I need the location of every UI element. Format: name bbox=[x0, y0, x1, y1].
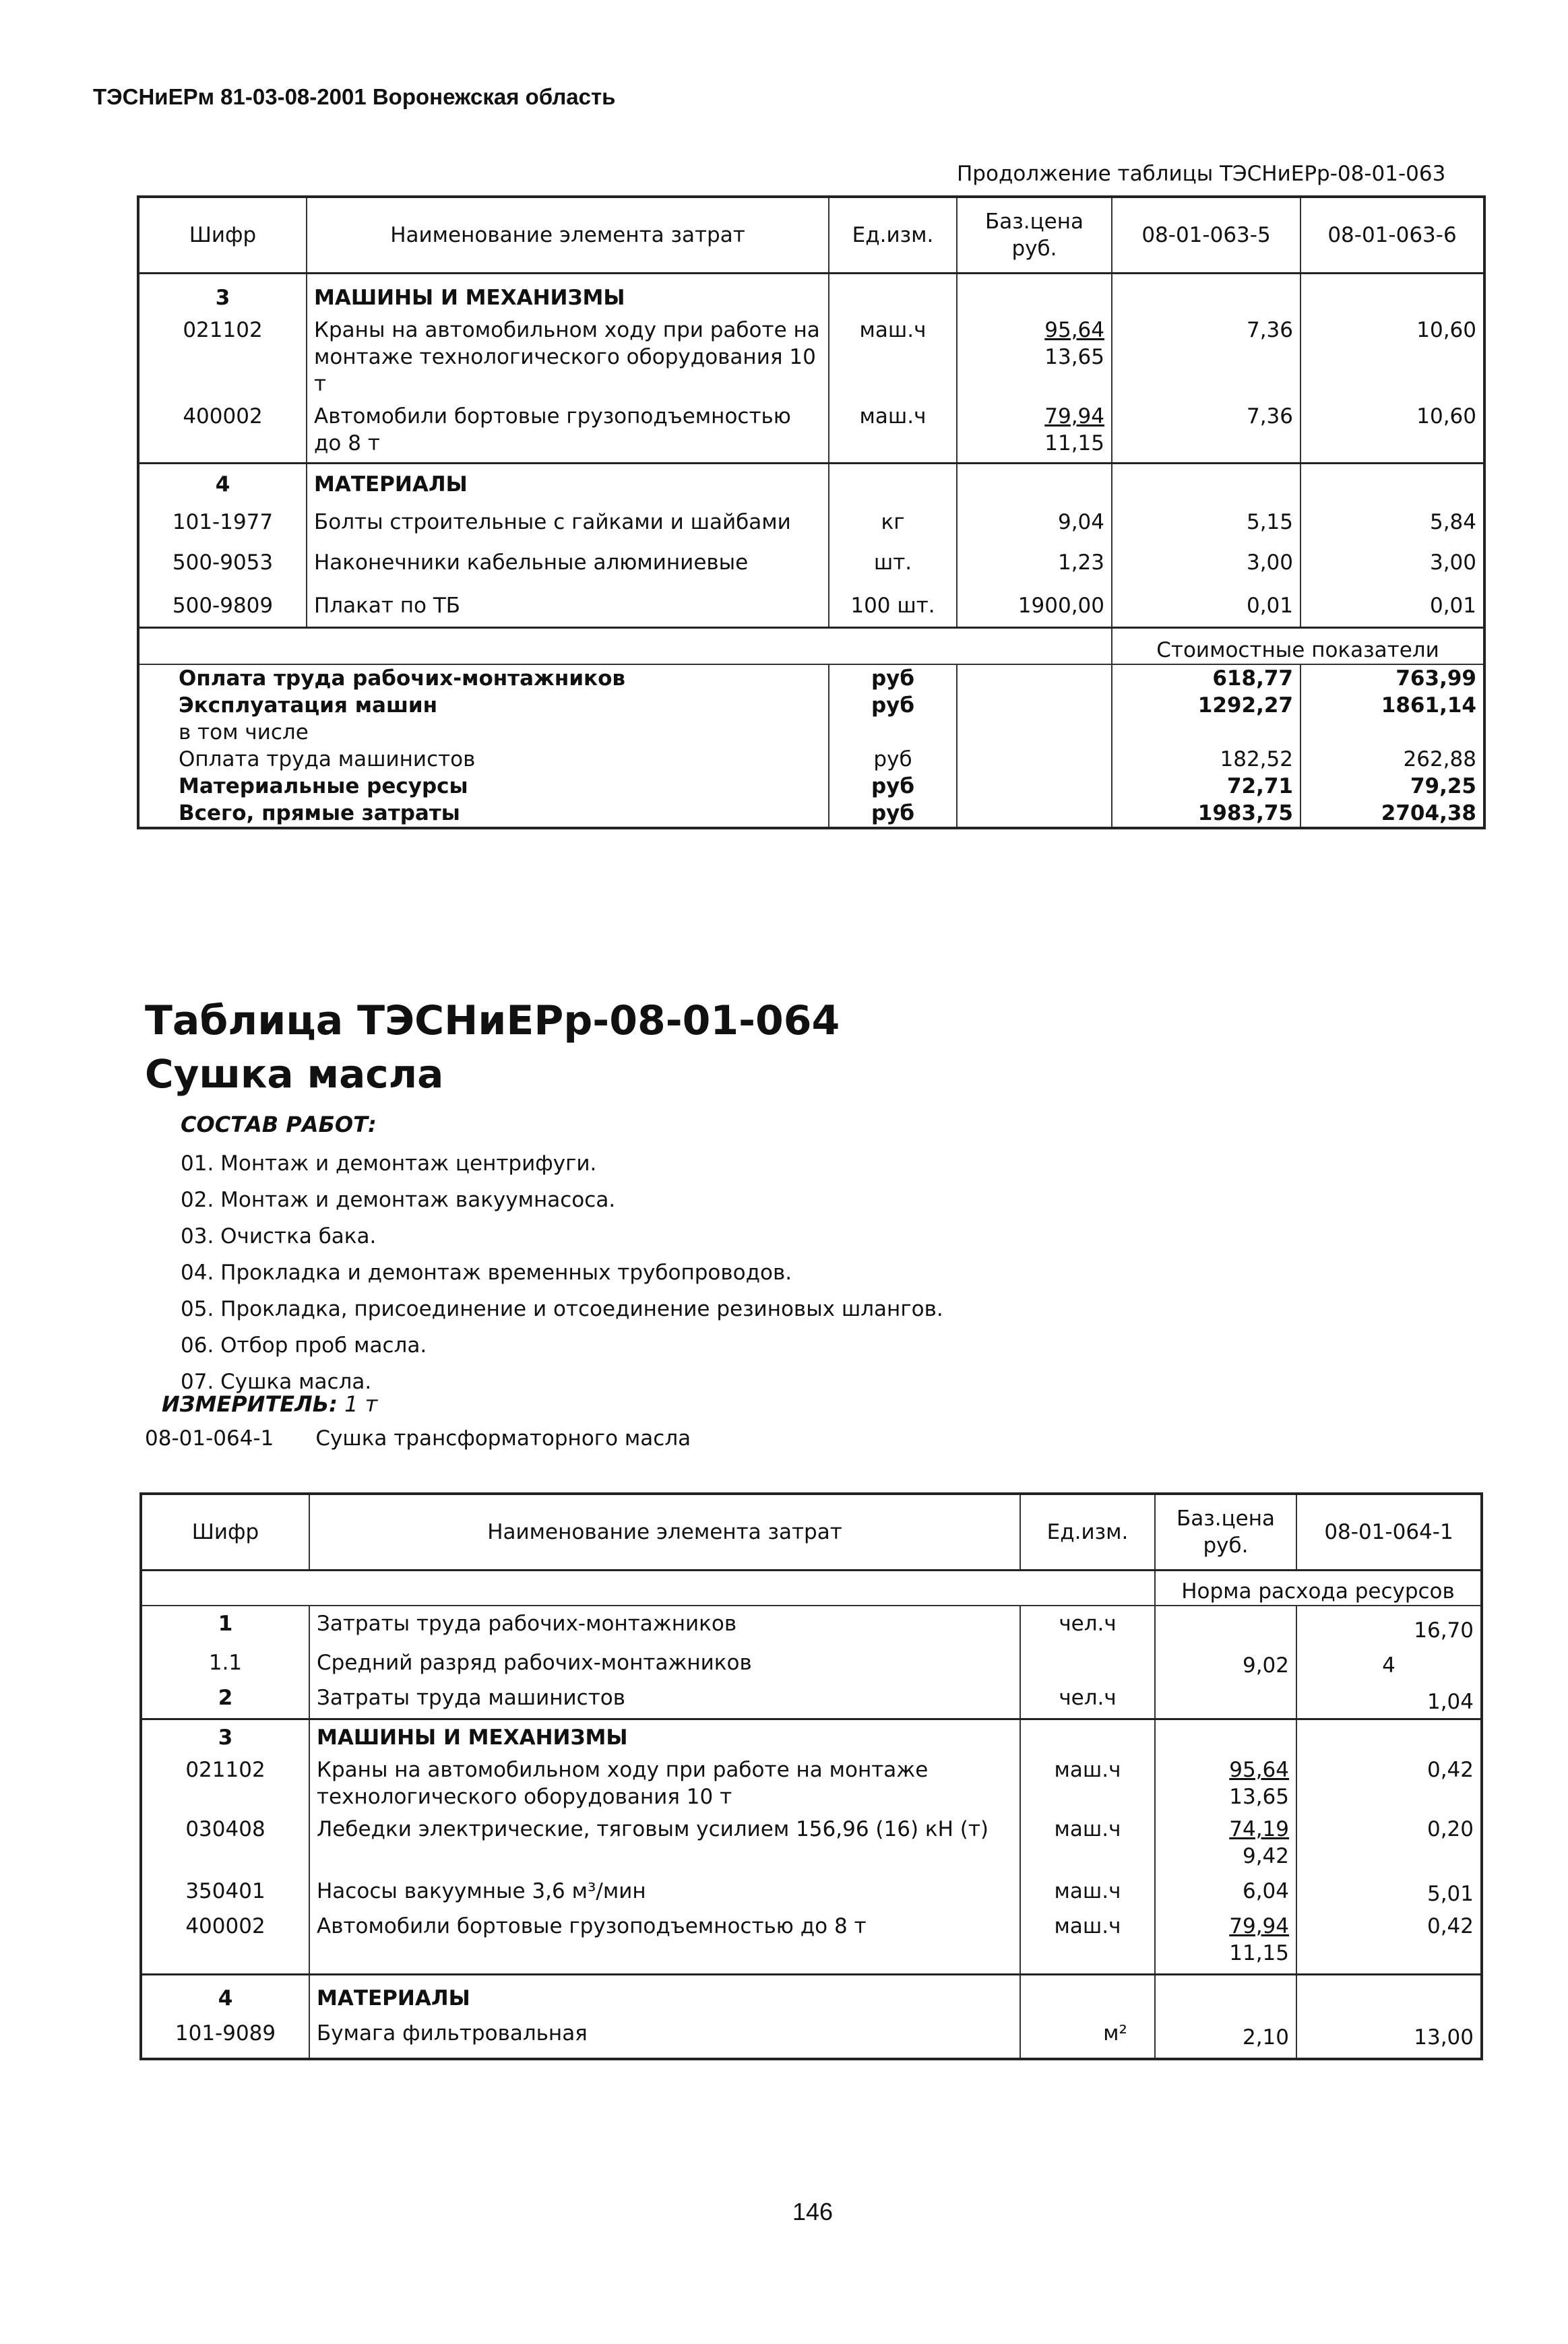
table-title: Таблица ТЭСНиЕРр-08-01-064 bbox=[145, 997, 840, 1044]
cell-code: 1.1 bbox=[208, 1651, 243, 1675]
table-row bbox=[141, 1810, 1482, 1870]
cell-unit: кг bbox=[829, 498, 957, 541]
cell-code: 400002 bbox=[183, 404, 263, 429]
cell-unit: 100 шт. bbox=[829, 584, 957, 627]
col-header-norm-5: 08-01-063-5 bbox=[1112, 197, 1300, 274]
cost-name: Оплата труда машинистов bbox=[179, 747, 476, 771]
cell-price: 2,10 bbox=[1155, 2012, 1296, 2059]
cell-value: 5,01 bbox=[1296, 1870, 1482, 1907]
table-row bbox=[141, 1644, 1482, 1679]
cell-price: 79,94 bbox=[1044, 404, 1104, 429]
works-list bbox=[181, 1145, 943, 1400]
cost-indicators-row bbox=[138, 627, 1484, 664]
list-item: 03. Очистка бака. bbox=[181, 1224, 377, 1248]
cost-unit bbox=[829, 719, 957, 746]
cell-price: 79,94 bbox=[1229, 1914, 1289, 1938]
cell-unit: м² bbox=[1020, 2012, 1155, 2059]
section-title: МАШИНЫ И МЕХАНИЗМЫ bbox=[309, 1719, 1020, 1752]
cost-name: Эксплуатация машин bbox=[179, 693, 438, 718]
cell-price bbox=[1155, 1606, 1296, 1644]
section-row bbox=[141, 1719, 1482, 1752]
col-header-unit: Ед.изм. bbox=[829, 197, 957, 274]
cell-price: 95,64 bbox=[1229, 1758, 1289, 1782]
cell-name: Плакат по ТБ bbox=[307, 584, 829, 627]
list-item: 06. Отбор проб масла. bbox=[181, 1333, 427, 1358]
cell-name: Наконечники кабельные алюминиевые bbox=[307, 541, 829, 584]
cell-code: 500-9053 bbox=[172, 550, 274, 575]
cell-unit: маш.ч bbox=[1020, 1751, 1155, 1810]
cell-price-labor: 9,42 bbox=[1242, 1844, 1289, 1868]
section-number: 3 bbox=[215, 286, 230, 310]
section-row bbox=[138, 274, 1484, 312]
col-header-norm: 08-01-064-1 bbox=[1296, 1494, 1482, 1571]
table-row bbox=[141, 1870, 1482, 1907]
cost-unit: руб bbox=[829, 746, 957, 773]
section-title: МАТЕРИАЛЫ bbox=[307, 464, 829, 499]
cell-code: 1 bbox=[218, 1612, 233, 1636]
norm-name: Сушка трансформаторного масла bbox=[315, 1426, 691, 1451]
cost-value: 1983,75 bbox=[1112, 800, 1300, 828]
cost-unit: руб bbox=[829, 664, 957, 692]
cell-price: 95,64 bbox=[1044, 318, 1104, 342]
cell-price: 9,04 bbox=[957, 498, 1112, 541]
cell-value: 5,15 bbox=[1112, 498, 1300, 541]
table-row bbox=[138, 498, 1484, 541]
cell-name: Затраты труда машинистов bbox=[309, 1679, 1020, 1719]
cell-price-labor: 13,65 bbox=[1044, 345, 1104, 369]
table-row bbox=[138, 584, 1484, 627]
section-number: 4 bbox=[141, 1975, 309, 2013]
cost-value: 182,52 bbox=[1112, 746, 1300, 773]
cell-unit: маш.ч bbox=[1020, 1810, 1155, 1870]
cost-unit: руб bbox=[829, 800, 957, 828]
section-number: 3 bbox=[141, 1719, 309, 1752]
cell-value: 13,00 bbox=[1296, 2012, 1482, 2059]
cost-value: 72,71 bbox=[1112, 773, 1300, 800]
cell-code: 500-9809 bbox=[172, 594, 274, 618]
cell-value: 7,36 bbox=[1112, 398, 1300, 464]
col-header-name: Наименование элемента затрат bbox=[309, 1494, 1020, 1571]
cost-name: в том числе bbox=[179, 720, 309, 745]
cell-name: Насосы вакуумные 3,6 м³/мин bbox=[309, 1870, 1020, 1907]
section-title: МАТЕРИАЛЫ bbox=[309, 1975, 1020, 2013]
cell-value: 3,00 bbox=[1112, 541, 1300, 584]
cost-row bbox=[138, 773, 1484, 800]
cost-unit: руб bbox=[829, 773, 957, 800]
table-row bbox=[138, 398, 1484, 464]
cell-value: 0,20 bbox=[1296, 1810, 1482, 1870]
cell-unit: маш.ч bbox=[829, 311, 957, 398]
section-number: 4 bbox=[138, 464, 307, 499]
list-item: 02. Монтаж и демонтаж вакуумнасоса. bbox=[181, 1188, 616, 1212]
cell-value: 10,60 bbox=[1300, 311, 1484, 398]
cost-name: Материальные ресурсы bbox=[179, 773, 468, 798]
col-header-code: Шифр bbox=[141, 1494, 309, 1571]
table-row bbox=[141, 1606, 1482, 1644]
cell-value: 0,42 bbox=[1296, 1751, 1482, 1810]
cost-row bbox=[138, 746, 1484, 773]
list-item: 07. Сушка масла. bbox=[181, 1370, 372, 1394]
norma-row bbox=[141, 1571, 1482, 1606]
cost-name: Всего, прямые затраты bbox=[179, 800, 460, 825]
cell-name: Автомобили бортовые грузоподъемностью до 8 т bbox=[307, 398, 829, 464]
cell-value: 0,42 bbox=[1296, 1907, 1482, 1975]
cell-unit bbox=[1020, 1644, 1155, 1679]
cost-value: 763,99 bbox=[1300, 664, 1484, 692]
cost-value: 1861,14 bbox=[1300, 692, 1484, 719]
cell-value: 0,01 bbox=[1112, 584, 1300, 627]
table-08-01-063-continuation bbox=[137, 195, 1486, 829]
list-item: 01. Монтаж и демонтаж центрифуги. bbox=[181, 1151, 597, 1176]
page-number: 146 bbox=[792, 2198, 834, 2225]
running-header: ТЭСНиЕРм 81-03-08-2001 Воронежская область bbox=[93, 84, 616, 109]
table-row bbox=[141, 1751, 1482, 1810]
cell-code: 030408 bbox=[185, 1817, 265, 1841]
norm-code: 08-01-064-1 bbox=[145, 1426, 274, 1451]
cost-value: 1292,27 bbox=[1112, 692, 1300, 719]
cell-unit: чел.ч bbox=[1020, 1679, 1155, 1719]
cell-name: Средний разряд рабочих-монтажников bbox=[309, 1644, 1020, 1679]
list-item: 04. Прокладка и демонтаж временных трубопроводов. bbox=[181, 1261, 792, 1285]
table-08-01-064 bbox=[139, 1492, 1483, 2060]
cost-value bbox=[1112, 719, 1300, 746]
cell-value: 0,01 bbox=[1300, 584, 1484, 627]
section-title: МАШИНЫ И МЕХАНИЗМЫ bbox=[307, 274, 829, 312]
table-row bbox=[138, 541, 1484, 584]
cell-unit: маш.ч bbox=[1020, 1907, 1155, 1975]
cell-price: 9,02 bbox=[1155, 1644, 1296, 1679]
col-header-code: Шифр bbox=[138, 197, 307, 274]
table-header-row bbox=[138, 197, 1484, 274]
cell-name: Автомобили бортовые грузоподъемностью до 8 т bbox=[309, 1907, 1020, 1975]
cost-value: 262,88 bbox=[1300, 746, 1484, 773]
cell-unit: маш.ч bbox=[829, 398, 957, 464]
cell-name: Краны на автомобильном ходу при работе на монтаже технологического оборудования 10 т bbox=[307, 311, 829, 398]
col-header-price: Баз.цена руб. bbox=[1155, 1494, 1296, 1571]
col-header-unit: Ед.изм. bbox=[1020, 1494, 1155, 1571]
cost-value bbox=[1300, 719, 1484, 746]
cell-name: Бумага фильтровальная bbox=[309, 2012, 1020, 2059]
table-header-row bbox=[141, 1494, 1482, 1571]
cell-price-labor: 11,15 bbox=[1044, 431, 1104, 455]
cell-value: 3,00 bbox=[1300, 541, 1484, 584]
cell-name: Затраты труда рабочих-монтажников bbox=[309, 1606, 1020, 1644]
measure-value: 1 т bbox=[344, 1391, 378, 1417]
cell-price-labor: 13,65 bbox=[1229, 1785, 1289, 1809]
works-heading: СОСТАВ РАБОТ: bbox=[181, 1112, 377, 1137]
cell-value: 16,70 bbox=[1296, 1606, 1482, 1644]
measure-line bbox=[162, 1391, 377, 1417]
table-row bbox=[138, 311, 1484, 398]
cell-price: 1900,00 bbox=[957, 584, 1112, 627]
cell-price: 74,19 bbox=[1229, 1817, 1289, 1841]
cost-unit: руб bbox=[829, 692, 957, 719]
col-header-name: Наименование элемента затрат bbox=[307, 197, 829, 274]
cell-price bbox=[1155, 1679, 1296, 1719]
norma-label: Норма расхода ресурсов bbox=[1155, 1571, 1482, 1606]
cell-value: 5,84 bbox=[1300, 498, 1484, 541]
col-header-price: Баз.цена руб. bbox=[957, 197, 1112, 274]
cell-value: 10,60 bbox=[1300, 398, 1484, 464]
list-item: 05. Прокладка, присоединение и отсоединение резиновых шлангов. bbox=[181, 1297, 943, 1321]
cell-unit: шт. bbox=[829, 541, 957, 584]
cell-unit: чел.ч bbox=[1020, 1606, 1155, 1644]
cell-code: 2 bbox=[218, 1686, 233, 1710]
cost-row bbox=[138, 664, 1484, 692]
cell-code: 101-9089 bbox=[175, 2021, 276, 2046]
table-row bbox=[141, 2012, 1482, 2059]
section-row bbox=[138, 464, 1484, 499]
cell-price: 1,23 bbox=[957, 541, 1112, 584]
cost-indicators-label: Стоимостные показатели bbox=[1112, 627, 1484, 664]
col-header-norm-6: 08-01-063-6 bbox=[1300, 197, 1484, 274]
cost-value: 618,77 bbox=[1112, 664, 1300, 692]
cost-name: Оплата труда рабочих-монтажников bbox=[179, 666, 625, 691]
cell-price: 6,04 bbox=[1242, 1879, 1289, 1903]
cell-value: 4 bbox=[1296, 1644, 1482, 1679]
cost-row bbox=[138, 719, 1484, 746]
cell-code: 350401 bbox=[185, 1879, 265, 1903]
cost-value: 2704,38 bbox=[1300, 800, 1484, 828]
table-row bbox=[141, 1679, 1482, 1719]
table-subtitle: Сушка масла bbox=[145, 1051, 444, 1097]
cell-code: 400002 bbox=[185, 1914, 265, 1938]
cost-value: 79,25 bbox=[1300, 773, 1484, 800]
norm-code-line bbox=[145, 1426, 691, 1451]
cell-name: Краны на автомобильном ходу при работе на монтаже технологического оборудования 10 т bbox=[309, 1751, 1020, 1810]
cell-price-labor: 11,15 bbox=[1229, 1941, 1289, 1965]
cost-row bbox=[138, 692, 1484, 719]
cell-name: Лебедки электрические, тяговым усилием 156,96 (16) кН (т) bbox=[309, 1810, 1020, 1870]
cell-code: 101-1977 bbox=[172, 510, 274, 534]
section-row bbox=[141, 1975, 1482, 2013]
cell-value: 7,36 bbox=[1112, 311, 1300, 398]
cell-name: Болты строительные с гайками и шайбами bbox=[307, 498, 829, 541]
cell-unit: маш.ч bbox=[1020, 1870, 1155, 1907]
table-row bbox=[141, 1907, 1482, 1975]
cell-value: 1,04 bbox=[1296, 1679, 1482, 1719]
cost-row bbox=[138, 800, 1484, 828]
table-continuation-label: Продолжение таблицы ТЭСНиЕРр-08-01-063 bbox=[957, 162, 1446, 186]
cell-code: 021102 bbox=[183, 318, 263, 342]
measure-label: ИЗМЕРИТЕЛЬ: bbox=[162, 1391, 338, 1417]
cell-code: 021102 bbox=[185, 1758, 265, 1782]
